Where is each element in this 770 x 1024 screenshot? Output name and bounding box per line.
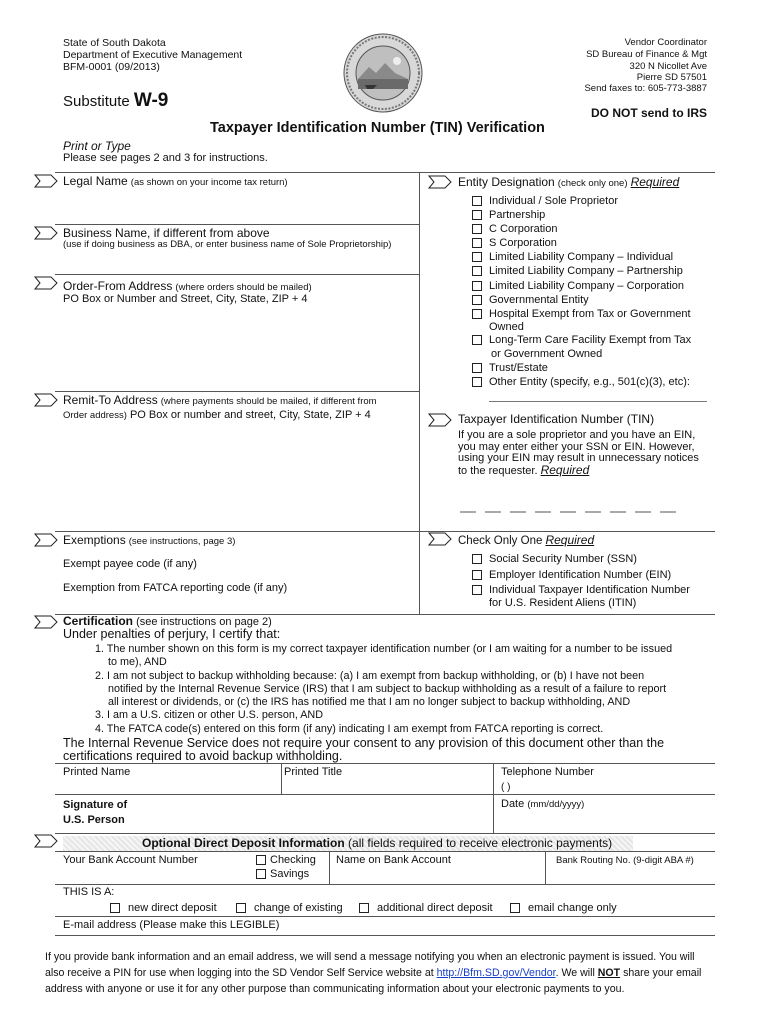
entity-option-s-corp: S Corporation xyxy=(489,237,557,249)
divider xyxy=(281,763,282,794)
change-existing-checkbox[interactable] xyxy=(236,903,246,913)
entity-option-hospital-cont: Owned xyxy=(489,321,524,333)
entity-checkbox-individual[interactable] xyxy=(472,196,482,206)
new-deposit-checkbox[interactable] xyxy=(110,903,120,913)
cert-item-2: 2. I am not subject to backup withholding because: (a) I am exempt from backup withholding, or (b) I have not been xyxy=(95,670,645,682)
change-existing-label: change of existing xyxy=(254,902,343,914)
ssn-checkbox[interactable] xyxy=(472,554,482,564)
additional-deposit-checkbox[interactable] xyxy=(359,903,369,913)
direct-deposit-title: Optional Direct Deposit Information (all fields required to receive electronic payments) xyxy=(142,836,613,850)
entity-option-partnership: Partnership xyxy=(489,209,546,221)
email-address-field[interactable]: E-mail address (Please make this LEGIBLE) xyxy=(63,919,280,931)
entity-option-c-corp: C Corporation xyxy=(489,223,558,235)
itin-option-cont: for U.S. Resident Aliens (ITIN) xyxy=(489,597,637,609)
vendor-line2: SD Bureau of Finance & Mgt xyxy=(586,49,707,60)
divider xyxy=(55,884,715,885)
itin-checkbox[interactable] xyxy=(472,585,482,595)
vendor-line1: Vendor Coordinator xyxy=(624,37,707,48)
divider xyxy=(55,274,419,275)
entity-checkbox-llc-individual[interactable] xyxy=(472,252,482,262)
check-only-one-heading: Check Only One Required xyxy=(458,533,595,547)
substitute-label: Substitute W-9 xyxy=(63,90,169,111)
exempt-payee-field[interactable]: Exempt payee code (if any) xyxy=(63,558,197,570)
footer-line2: also receive a PIN for use when logging into the SD Vendor Self Service website at http://Bfm.SD.gov/Vendor. We will NOT share your email xyxy=(45,967,702,979)
divider xyxy=(55,172,715,173)
divider xyxy=(545,851,546,884)
footer-line3: address with anyone or use it for any other purpose than communicating information about your electronic payments to you. xyxy=(45,983,625,995)
other-entity-input[interactable] xyxy=(489,401,707,402)
entity-checkbox-c-corp[interactable] xyxy=(472,224,482,234)
entity-option-other: Other Entity (specify, e.g., 501(c)(3), etc): xyxy=(489,376,690,388)
ein-option: Employer Identification Number (EIN) xyxy=(489,569,672,581)
business-name-note: (use if doing business as DBA, or enter business name of Sole Proprietorship) xyxy=(63,239,392,250)
order-from-sub: PO Box or Number and Street, City, State, ZIP + 4 xyxy=(63,293,308,305)
entity-checkbox-partnership[interactable] xyxy=(472,210,482,220)
section-arrow-icon xyxy=(428,532,452,546)
divider xyxy=(493,763,494,833)
routing-number-field[interactable]: Bank Routing No. (9-digit ABA #) xyxy=(556,855,694,866)
printed-name-field[interactable]: Printed Name xyxy=(63,766,131,778)
footer-line1: If you provide bank information and an email address, we will send a message notifying you when an electronic payment is issued. You will xyxy=(45,951,695,963)
divider xyxy=(55,224,419,225)
entity-option-llc-individual: Limited Liability Company – Individual xyxy=(489,251,674,263)
bank-account-field[interactable]: Your Bank Account Number xyxy=(63,854,198,866)
divider xyxy=(419,172,420,615)
divider xyxy=(55,916,715,917)
section-arrow-icon xyxy=(34,615,58,629)
divider xyxy=(55,851,715,852)
new-deposit-label: new direct deposit xyxy=(128,902,217,914)
checking-checkbox[interactable] xyxy=(256,855,266,865)
entity-option-individual: Individual / Sole Proprietor xyxy=(489,195,619,207)
tin-input-slots[interactable] xyxy=(458,506,688,514)
entity-checkbox-other[interactable] xyxy=(472,377,482,387)
divider xyxy=(55,794,715,795)
checking-label: Checking xyxy=(270,854,316,866)
entity-option-long-term-care: Long-Term Care Facility Exempt from Tax xyxy=(489,334,692,346)
section-arrow-icon xyxy=(34,533,58,547)
do-not-send-notice: DO NOT send to IRS xyxy=(590,106,707,120)
order-from-field[interactable]: Order-From Address (where orders should be mailed) xyxy=(63,279,312,293)
entity-option-governmental: Governmental Entity xyxy=(489,294,589,306)
vendor-line3: 320 N Nicollet Ave xyxy=(629,61,707,72)
entity-option-llc-partnership: Limited Liability Company – Partnership xyxy=(489,265,683,277)
section-arrow-icon xyxy=(34,174,58,188)
cert-item-4: 4. The FATCA code(s) entered on this form (if any) indicating I am exempt from FATCA reporting is correct. xyxy=(95,723,604,735)
section-arrow-icon xyxy=(34,834,58,848)
cert-item-1: 1. The number shown on this form is my correct taxpayer identification number (or I am waiting for a number to be issued xyxy=(95,643,673,655)
printed-title-field[interactable]: Printed Title xyxy=(284,766,343,778)
tin-description: If you are a sole proprietor and you have an EIN, you may enter either your SSN or EIN. However, using your EIN may result in unnecessary notices to the requester. Required xyxy=(458,429,699,477)
agency-line2: Department of Executive Management xyxy=(63,49,243,61)
business-name-field[interactable]: Business Name, if different from above xyxy=(63,226,270,240)
vendor-site-link[interactable]: http://Bfm.SD.gov/Vendor xyxy=(436,967,556,979)
entity-option-hospital: Hospital Exempt from Tax or Government xyxy=(489,308,691,320)
agency-line1: State of South Dakota xyxy=(63,37,166,49)
savings-checkbox[interactable] xyxy=(256,869,266,879)
section-arrow-icon xyxy=(428,175,452,189)
savings-label: Savings xyxy=(270,868,310,880)
print-or-type: Print or Type xyxy=(63,139,131,153)
itin-option: Individual Taxpayer Identification Number xyxy=(489,584,690,596)
see-pages-note: Please see pages 2 and 3 for instructions. xyxy=(63,152,268,164)
this-is-a-label: THIS IS A: xyxy=(63,886,115,898)
remit-to-sub: Order address) PO Box or number and street, City, State, ZIP + 4 xyxy=(63,409,371,421)
w9-label: W-9 xyxy=(133,90,169,111)
cert-item-1-cont: to me), AND xyxy=(108,656,167,668)
certification-heading: Certification (see instructions on page 2) xyxy=(63,614,272,628)
cert-item-2-cont1: notified by the Internal Revenue Service (IRS) that I am subject to backup withholding as a result of a failure to report xyxy=(108,683,667,695)
divider xyxy=(55,531,715,532)
divider xyxy=(329,851,330,884)
exemptions-field: Exemptions (see instructions, page 3) xyxy=(63,533,236,547)
section-arrow-icon xyxy=(34,393,58,407)
tin-heading: Taxpayer Identification Number (TIN) xyxy=(458,412,655,426)
date-field[interactable]: Date (mm/dd/yyyy) xyxy=(501,798,585,810)
vendor-line4: Pierre SD 57501 xyxy=(636,72,707,83)
entity-checkbox-hospital[interactable] xyxy=(472,309,482,319)
section-arrow-icon xyxy=(34,226,58,240)
signature-field[interactable]: Signature of U.S. Person xyxy=(63,799,128,826)
section-arrow-icon xyxy=(428,413,452,427)
divider xyxy=(55,935,715,936)
cert-item-2-cont2: all interest or dividends, or (c) the IRS has notified me that I am no longer subject to backup withholding, AND xyxy=(108,696,631,708)
entity-checkbox-llc-corporation[interactable] xyxy=(472,281,482,291)
page-title: Taxpayer Identification Number (TIN) Verification xyxy=(210,120,545,136)
ein-checkbox[interactable] xyxy=(472,570,482,580)
email-change-label: email change only xyxy=(528,902,617,914)
legal-name-field[interactable]: Legal Name (as shown on your income tax return) xyxy=(63,174,288,188)
irs-consent-note: The Internal Revenue Service does not require your consent to any provision of this document other than the certifications required to avoid backup withholding. xyxy=(63,736,665,763)
divider xyxy=(55,391,419,392)
form-number: BFM-0001 (09/2013) xyxy=(63,61,160,73)
entity-checkbox-llc-partnership[interactable] xyxy=(472,266,482,276)
under-penalties: Under penalties of perjury, I certify that: xyxy=(63,627,281,641)
vendor-line5: Send faxes to: 605-773-3887 xyxy=(584,83,707,94)
state-seal-icon xyxy=(343,33,423,113)
ssn-option: Social Security Number (SSN) xyxy=(489,553,637,565)
name-on-account-field[interactable]: Name on Bank Account xyxy=(336,854,451,866)
entity-checkbox-trust[interactable] xyxy=(472,363,482,373)
exempt-fatca-field[interactable]: Exemption from FATCA reporting code (if any) xyxy=(63,582,288,594)
telephone-field[interactable]: Telephone Number xyxy=(501,766,594,778)
entity-checkbox-governmental[interactable] xyxy=(472,295,482,305)
entity-checkbox-s-corp[interactable] xyxy=(472,238,482,248)
entity-designation-heading: Entity Designation (check only one) Required xyxy=(458,175,680,189)
entity-checkbox-long-term-care[interactable] xyxy=(472,335,482,345)
divider xyxy=(55,833,715,834)
section-arrow-icon xyxy=(34,276,58,290)
divider xyxy=(55,763,715,764)
remit-to-field[interactable]: Remit-To Address (where payments should be mailed, if different from xyxy=(63,393,377,407)
phone-area-code: ( ) xyxy=(501,782,511,793)
entity-option-llc-corporation: Limited Liability Company – Corporation xyxy=(489,280,685,292)
cert-item-3: 3. I am a U.S. citizen or other U.S. person, AND xyxy=(95,709,324,721)
additional-deposit-label: additional direct deposit xyxy=(377,902,493,914)
entity-option-long-term-care-cont: or Government Owned xyxy=(491,348,603,360)
entity-option-trust: Trust/Estate xyxy=(489,362,548,374)
email-change-checkbox[interactable] xyxy=(510,903,520,913)
